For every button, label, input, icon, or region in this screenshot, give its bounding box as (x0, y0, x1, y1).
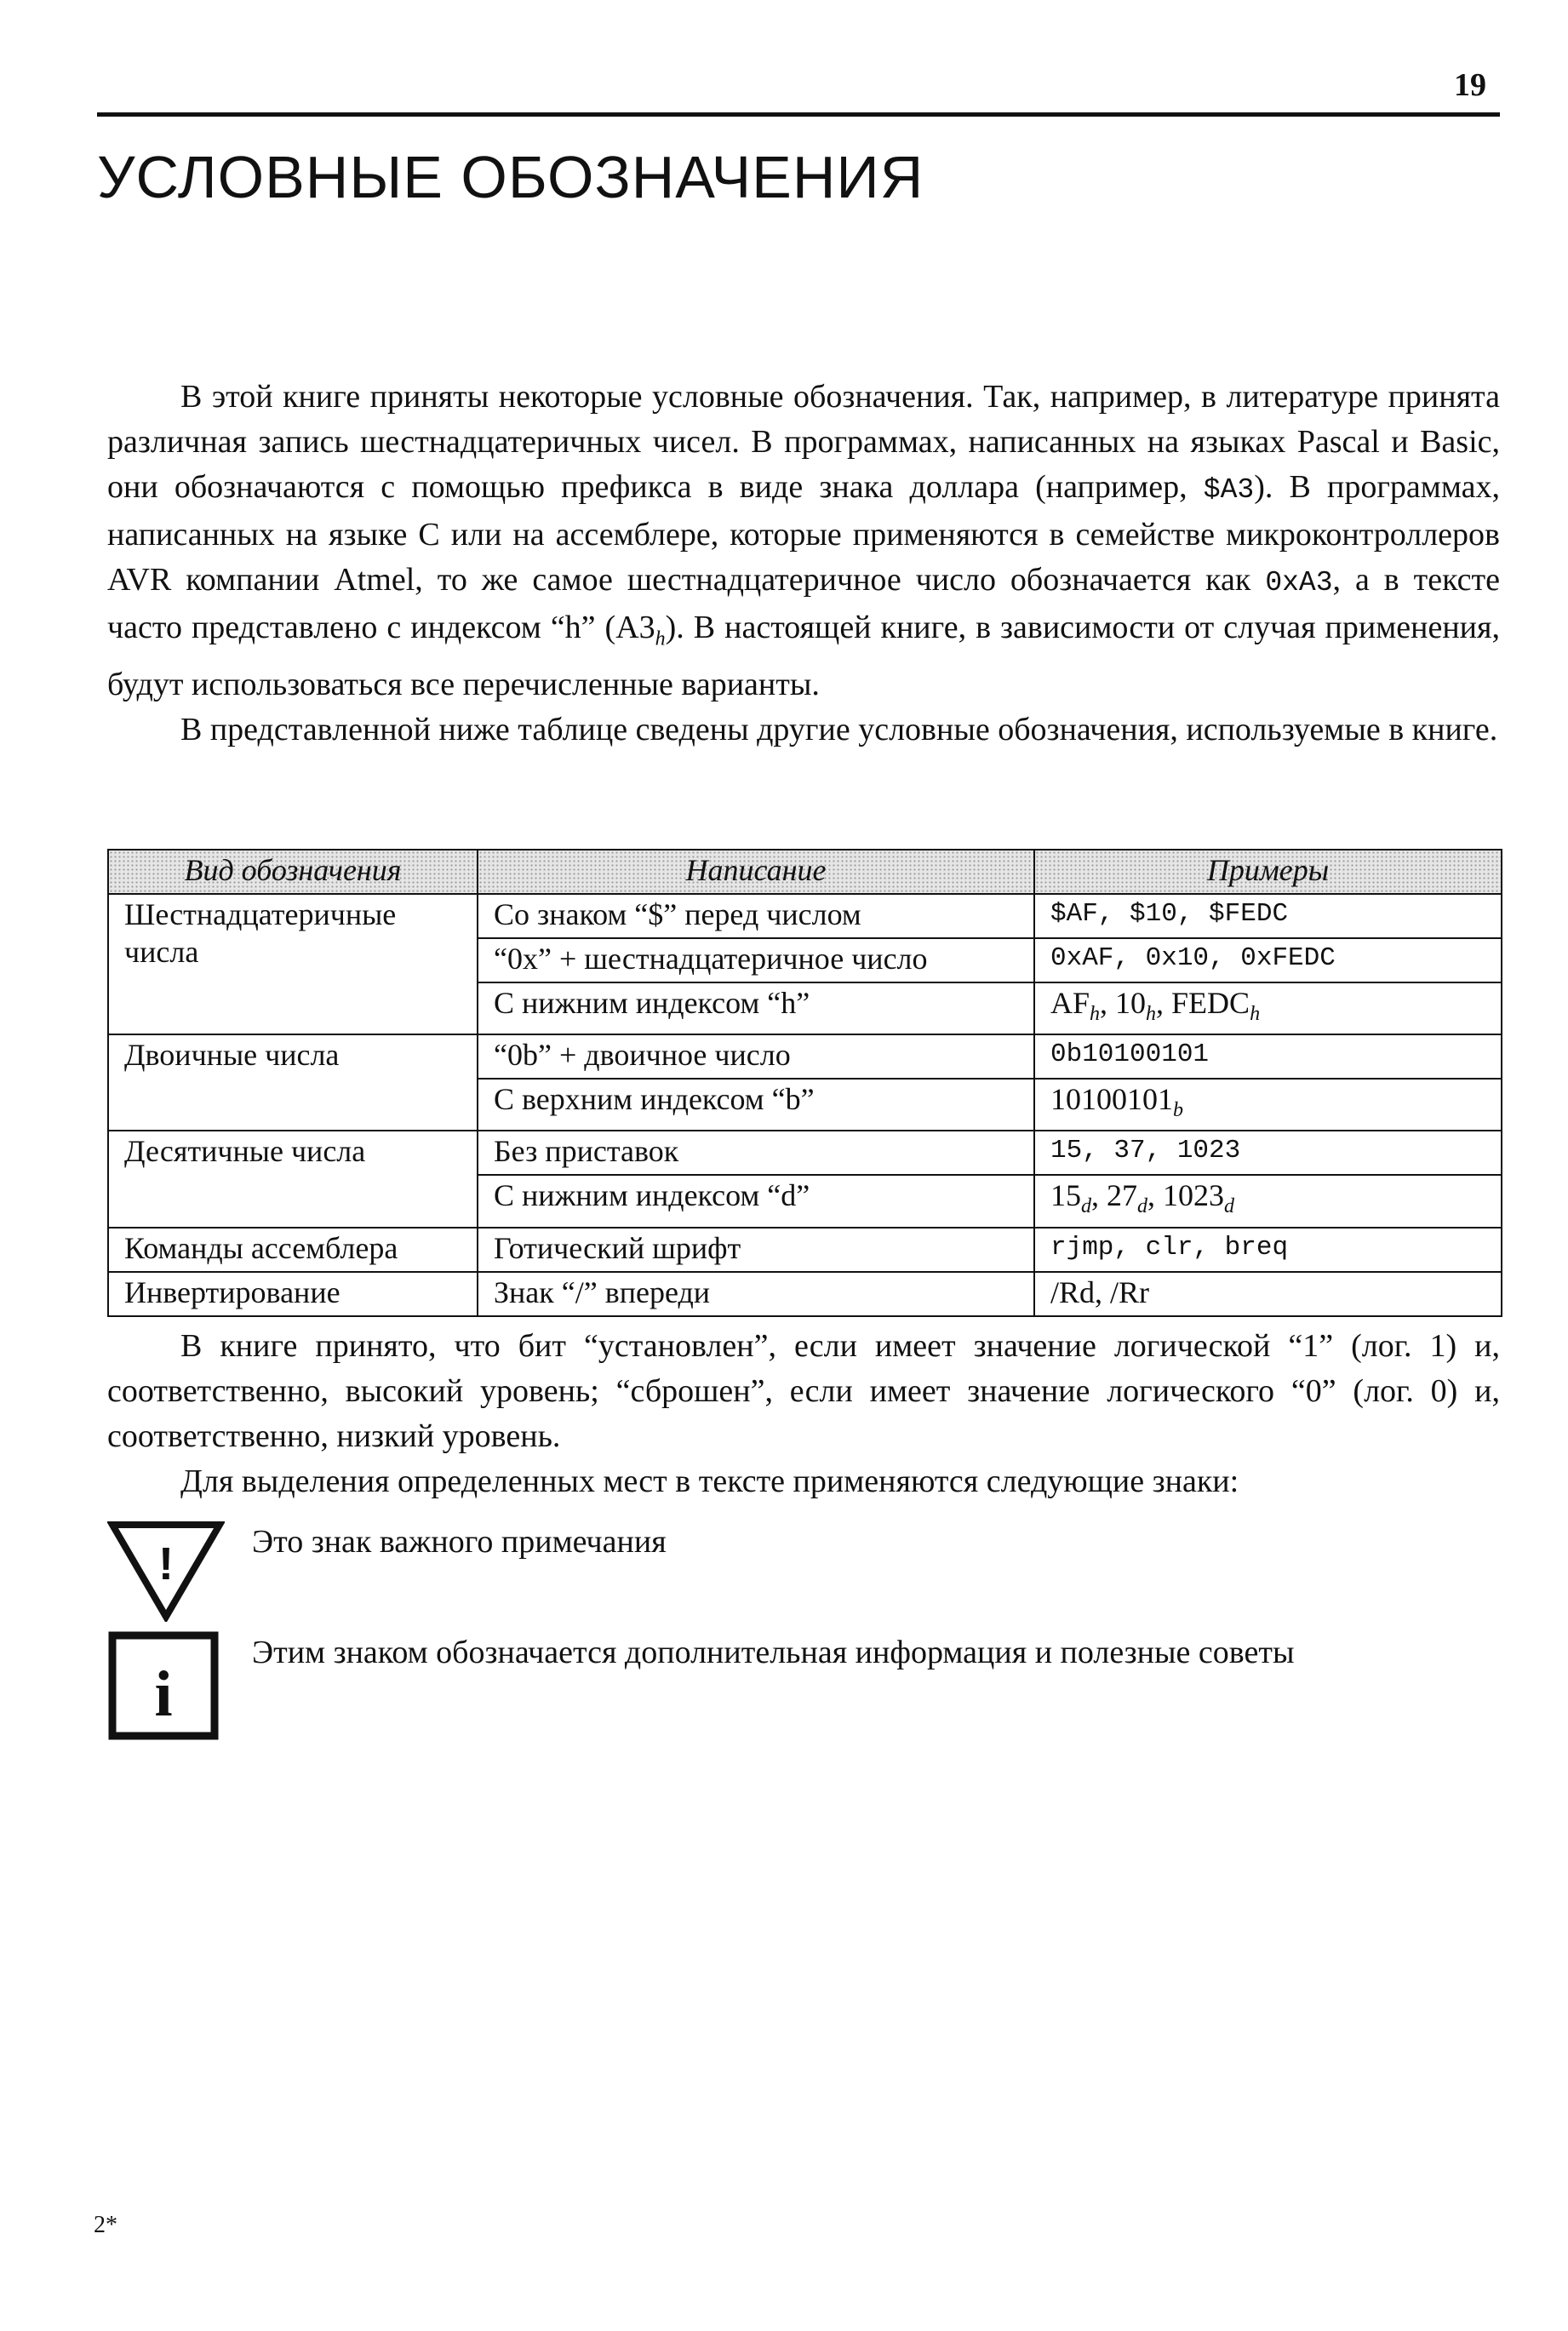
kind-cell: Инвертирование (108, 1272, 478, 1316)
example-separator: , (1100, 986, 1116, 1020)
spelling-cell: С нижним индексом “h” (478, 982, 1034, 1034)
notation-table (107, 849, 1502, 1317)
after-table-text (107, 1324, 1500, 1504)
example-separator: , (1156, 986, 1172, 1020)
kind-cell: Двоичные числа (108, 1034, 478, 1131)
example-separator: , (1147, 1178, 1163, 1213)
table-row (108, 1131, 1502, 1175)
spelling-cell: “0b” + двоичное число (478, 1034, 1034, 1079)
intro-p1-part-a: В этой книге приняты некоторые условные обозначения. Так, например, в литературе принята различная запись шестнадцатеричных чисел. В программах, написанных на языках Pascal и Basic, они обозначаются с помощью префикса в виде знака доллара (например, (107, 379, 1500, 505)
example-subscript: d (1224, 1195, 1234, 1218)
spelling-cell: Знак “/” впереди (478, 1272, 1034, 1316)
table-row (108, 1034, 1502, 1079)
table-row (108, 1228, 1502, 1272)
bit-convention-paragraph: В книге принято, что бит “установлен”, если имеет значение логической “1” (лог. 1) и, соответственно, высокий уровень; “сброшен”, если имеет значение логического “0” (лог. 0) и, соответственно, низкий уровень. (107, 1328, 1500, 1454)
example-cell (1034, 982, 1502, 1034)
header-examples: Примеры (1034, 850, 1502, 894)
header-kind: Вид обозначения (108, 850, 478, 894)
intro-p1-part-b: ). В программах, написанных на языке C или на ассемблере, которые применяются в семействе микроконтроллеров AVR компании Atmel, то же самое шестнадцатеричное число обозначается как (107, 469, 1500, 598)
intro-p1-part-c: , а в тексте часто представлено с индексом “h” (A3 (107, 562, 1501, 645)
example-subscript: d (1081, 1195, 1091, 1218)
example-subscript: b (1173, 1099, 1183, 1122)
code-0xa3: 0xA3 (1265, 567, 1333, 598)
kind-cell: Команды ассемблера (108, 1228, 478, 1272)
example-cell: 15, 37, 1023 (1034, 1131, 1502, 1175)
example-cell: 0xAF, 0x10, 0xFEDC (1034, 938, 1502, 982)
kind-cell: Десятичные числа (108, 1131, 478, 1227)
spelling-cell: Готический шрифт (478, 1228, 1034, 1272)
page-number: 19 (1454, 67, 1486, 103)
example-value: AF (1050, 986, 1090, 1020)
spelling-cell: Без приставок (478, 1131, 1034, 1175)
intro-paragraph-1 (107, 375, 1500, 707)
example-cell: $AF, $10, $FEDC (1034, 894, 1502, 938)
info-sign-row (107, 1630, 1500, 1741)
example-cell: 0b10100101 (1034, 1034, 1502, 1079)
spelling-cell: С верхним индексом “b” (478, 1079, 1034, 1131)
example-cell (1034, 1175, 1502, 1227)
header-rule (97, 112, 1500, 117)
signature-mark: 2* (94, 2212, 117, 2238)
table-row (108, 894, 1502, 938)
info-sign-text: Этим знаком обозначается дополнительная информация и полезные советы (252, 1635, 1295, 1670)
subscript-h: h (655, 627, 666, 650)
table-row (108, 1272, 1502, 1316)
example-subscript: h (1250, 1003, 1261, 1026)
example-cell: /Rd, /Rr (1034, 1272, 1502, 1316)
code-dollar-a3: $A3 (1203, 474, 1255, 506)
warning-mark: ! (158, 1538, 174, 1589)
warning-sign-text: Это знак важного примечания (252, 1524, 667, 1560)
example-subscript: h (1090, 1003, 1101, 1026)
example-cell: rjmp, clr, breq (1034, 1228, 1502, 1272)
spelling-cell: Со знаком “$” перед числом (478, 894, 1034, 938)
warning-sign-row (107, 1520, 1500, 1622)
kind-cell: Шестнадцатеричные числа (108, 894, 478, 1034)
header-spelling: Написание (478, 850, 1034, 894)
example-subscript: d (1137, 1195, 1147, 1218)
example-value: 1023 (1163, 1178, 1224, 1213)
example-cell (1034, 1079, 1502, 1131)
example-separator: , (1091, 1178, 1107, 1213)
intro-paragraph-2: В представленной ниже таблице сведены другие условные обозначения, используемые в книге. (180, 711, 1498, 747)
example-value: 10 (1115, 986, 1147, 1020)
example-value: 15 (1050, 1178, 1081, 1213)
example-subscript: h (1146, 1003, 1157, 1026)
table-header-row (108, 850, 1502, 894)
signs-intro-paragraph: Для выделения определенных мест в тексте применяются следующие знаки: (180, 1463, 1239, 1499)
intro-text (107, 375, 1500, 753)
spelling-cell: “0x” + шестнадцатеричное число (478, 938, 1034, 982)
chapter-title: УСЛОВНЫЕ ОБОЗНАЧЕНИЯ (97, 144, 924, 210)
spelling-cell: С нижним индексом “d” (478, 1175, 1034, 1227)
example-value: 10100101 (1050, 1082, 1173, 1117)
example-value: 27 (1107, 1178, 1137, 1213)
info-letter: i (154, 1658, 173, 1730)
example-value: FEDC (1171, 986, 1250, 1020)
intro-p1-part-d: ). В настоящей книге, в зависимости от случая применения, будут использоваться все перечисленные варианты. (107, 610, 1500, 702)
